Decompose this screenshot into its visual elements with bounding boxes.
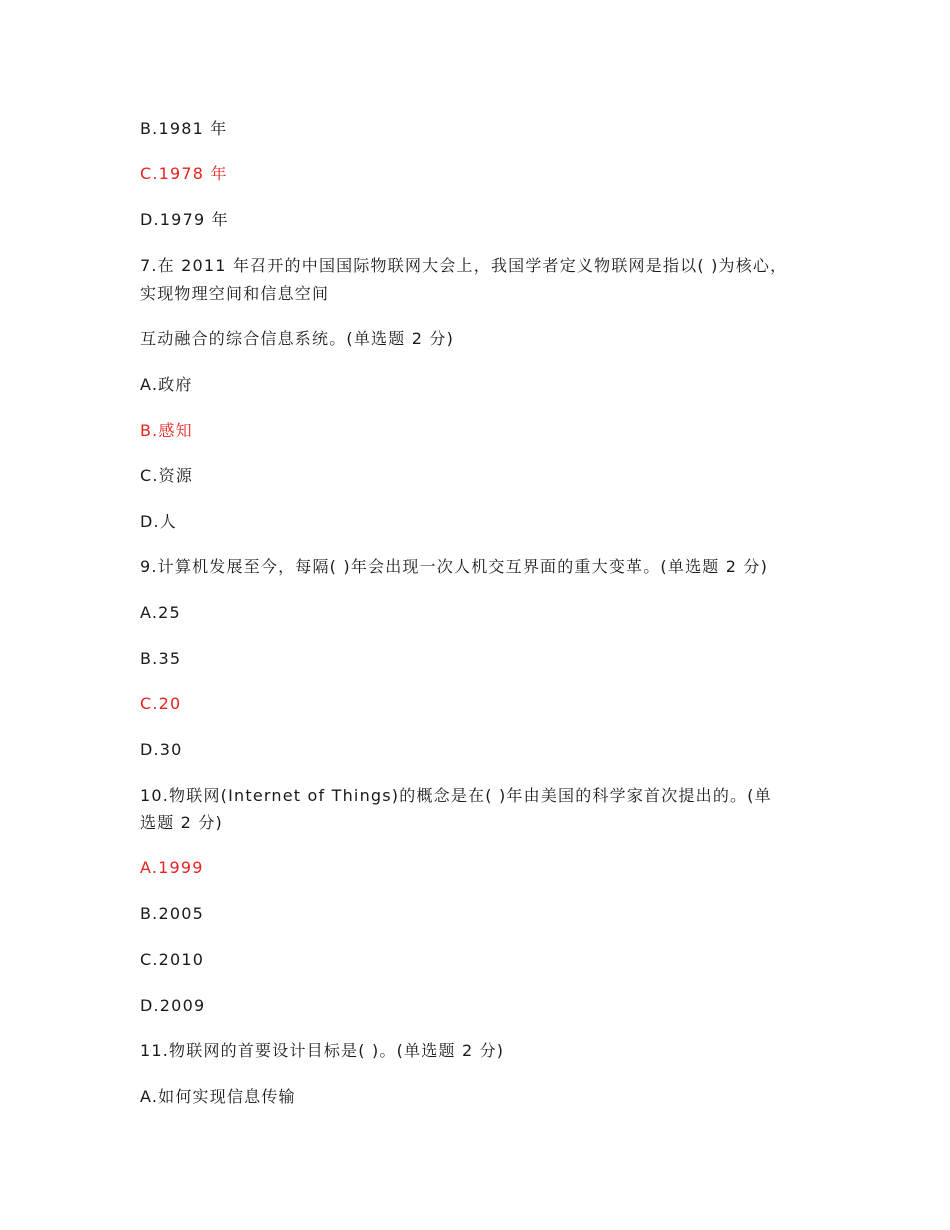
question-7-line-3: 互动融合的综合信息系统。(单选题 2 分) <box>140 329 455 348</box>
q9-option-d: D.30 <box>140 740 183 759</box>
option-d-1979: D.1979 年 <box>140 210 229 229</box>
question-9: 9.计算机发展至今，每隔( )年会出现一次人机交互界面的重大变革。(单选题 2 分) <box>140 557 769 576</box>
question-11: 11.物联网的首要设计目标是( )。(单选题 2 分) <box>140 1041 505 1060</box>
question-7-line-2: 实现物理空间和信息空间 <box>140 284 330 303</box>
q11-option-a: A.如何实现信息传输 <box>140 1087 296 1106</box>
q9-option-b: B.35 <box>140 649 182 668</box>
q9-option-c-correct: C.20 <box>140 694 182 713</box>
q7-option-a: A.政府 <box>140 375 193 394</box>
q7-option-d: D.人 <box>140 512 178 531</box>
q9-option-a: A.25 <box>140 603 181 622</box>
option-c-1978-correct: C.1978 年 <box>140 164 228 183</box>
q10-option-a-correct: A.1999 <box>140 858 204 877</box>
question-10-line-1: 10.物联网(Internet of Things)的概念是在( )年由美国的科学家首次提出的。(单 <box>140 786 772 805</box>
q7-option-c: C.资源 <box>140 466 194 485</box>
q10-option-c: C.2010 <box>140 950 205 969</box>
q10-option-d: D.2009 <box>140 996 206 1015</box>
q7-option-b-correct: B.感知 <box>140 421 193 440</box>
option-b-1981: B.1981 年 <box>140 119 228 138</box>
question-7-line-1: 7.在 2011 年召开的中国国际物联网大会上，我国学者定义物联网是指以( )为核心， <box>140 256 788 275</box>
q10-option-b: B.2005 <box>140 904 204 923</box>
question-10-line-2: 选题 2 分) <box>140 813 223 832</box>
